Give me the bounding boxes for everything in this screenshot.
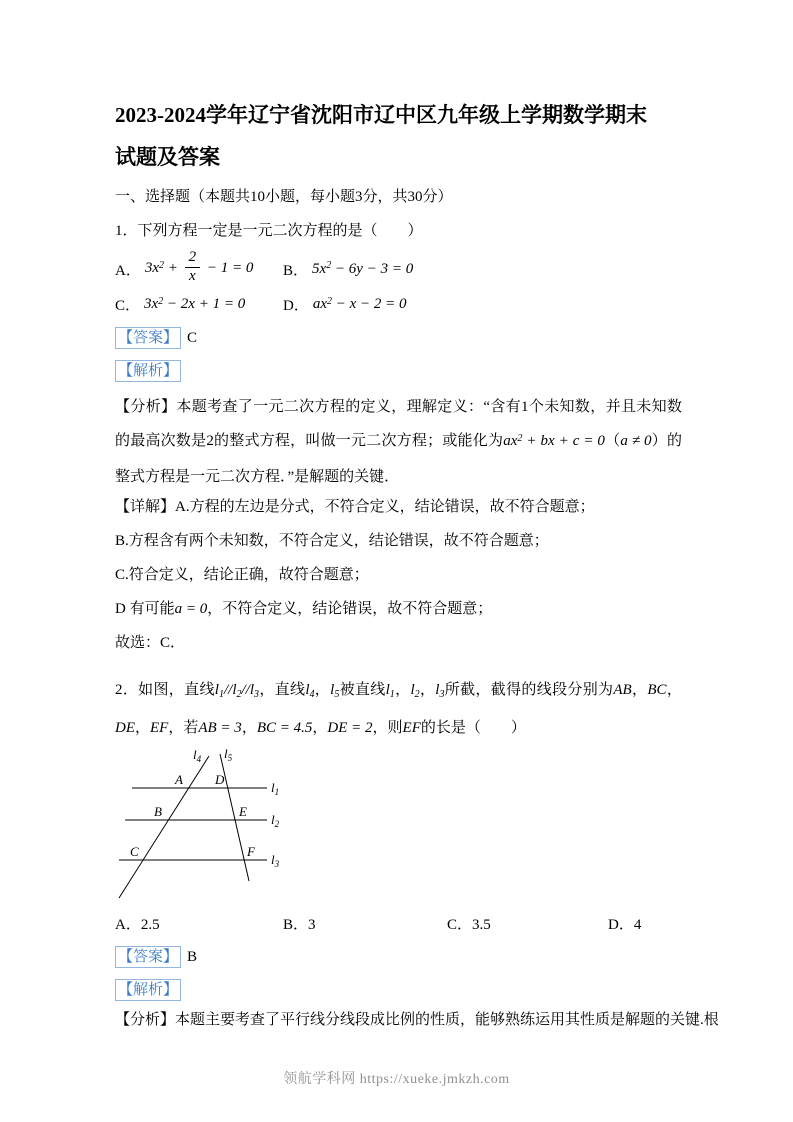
q2-option-d: D．4 [608,917,642,933]
q2-stem: 2．如图，直线$l_1//l_2//l_3$，直线$l_4$，$l_5$被直线$l_1$，$l_2$，$l_3$所截，截得的线段分别为AB，BC，DE，EF，若AB = 3，BC = 4.5，DE = 2，则EF的长是（ ） [115,682,682,736]
diagram-point-e: E [239,804,247,819]
q1-conclusion: 故选：C． [115,635,186,651]
q1-options-row-2 [115,294,682,315]
q1-option-c-label: C． [115,298,141,314]
q1-detail-line-b: B.方程含有两个未知数，不符合定义，结论错误，故不符合题意； [115,533,549,549]
diagram-point-d: D [215,772,225,787]
q2-option-c: C．3.5 [447,917,491,933]
q1-option-c-formula: $3x^2 - 2x + 1 = 0$ [144,295,246,312]
q1-option-a-label: A． [115,262,141,279]
q1-analysis-label-line [115,360,682,382]
q1-option-d-label: D． [283,298,309,314]
q2-analysis-label-line [115,979,682,1001]
diagram-point-b: B [154,804,162,819]
page-title [115,94,682,178]
q2-answer-value: B [187,949,198,965]
diagram-label-l4: $l_4$ [193,747,202,764]
q1-analysis-label: 【解析】 [115,360,181,382]
q2-analysis-text: 【分析】本题主要考查了平行线分线段成比例的性质，能够熟练运用其性质是解题的关键.根 [115,1012,719,1028]
q1-detail-line-a: 【详解】A.方程的左边是分式，不符合定义，结论错误，故不符合题意； [115,499,595,515]
q1-answer-line [115,327,682,349]
diagram-label-l5: $l_5$ [224,746,233,763]
diagram-point-f: F [247,844,255,859]
q1-analysis-paragraph [115,390,682,494]
diagram-label-l2: $l_2$ [271,812,280,829]
q2-option-b: B．3 [283,917,316,933]
q1-option-d-formula: $ax^2 - x - 2 = 0$ [312,295,407,312]
q2-diagram [117,746,682,906]
document-content [115,94,719,1031]
q2-diagram-svg [117,746,297,906]
diagram-label-l1: $l_1$ [271,780,280,797]
diagram-label-l3: $l_3$ [271,852,280,869]
q1-analysis-text-2: 程是一元二次方程．”是解题的关键． [160,469,400,485]
footer-watermark: 领航学科网 https://xueke.jmkzh.com [283,1072,510,1087]
section-header: 一、选择题（本题共10小题，每小题3分，共30分） [115,189,453,205]
q1-options-row-1 [115,248,682,290]
q1-detail-line-c: C.符合定义，结论正确，故符合题意； [115,567,369,583]
q1-option-c [115,294,283,315]
q2-answer-label: 【答案】 [115,946,181,968]
q1-option-b [283,259,413,280]
q2-options-row [115,914,682,936]
diagram-point-c: C [130,844,139,859]
diagram-point-a: A [175,772,183,787]
q1-option-a [115,251,283,287]
q2-analysis-label: 【解析】 [115,979,181,1001]
q1-option-d [283,294,407,315]
q2-option-a: A．2.5 [115,917,160,933]
q1-option-b-formula: $5x^2 - 6y - 3 = 0$ [312,260,414,277]
q1-answer-value: C [187,330,198,346]
q2-answer-line [115,946,682,968]
q1-stem: 1．下列方程一定是一元二次方程的是（ ） [115,223,423,239]
q1-option-a-formula: $3x^2$ + $\frac{2}{x}$ − 1 = 0 [144,249,254,284]
title-line-2: 试题及答案 [115,145,220,169]
q1-option-b-label: B． [283,262,309,279]
q1-answer-label: 【答案】 [115,327,181,349]
q1-analysis-text-1: 【分析】本题考查了一元二次方程的定义，理解定义：“含有1个未知数，并且未知数的最高次数是2的整式方程，叫做一元二次方程；或能化为$ax^2$ + bx + c = 0（a ≠ 0）的整式方 [115,399,683,485]
diagram-line-l4 [119,756,209,898]
q1-detail-line-d: D 有可能a = 0，不符合定义，结论错误，故不符合题意； [115,601,493,617]
title-line-1: 2023-2024学年辽宁省沈阳市辽中区九年级上学期数学期末 [115,103,647,127]
